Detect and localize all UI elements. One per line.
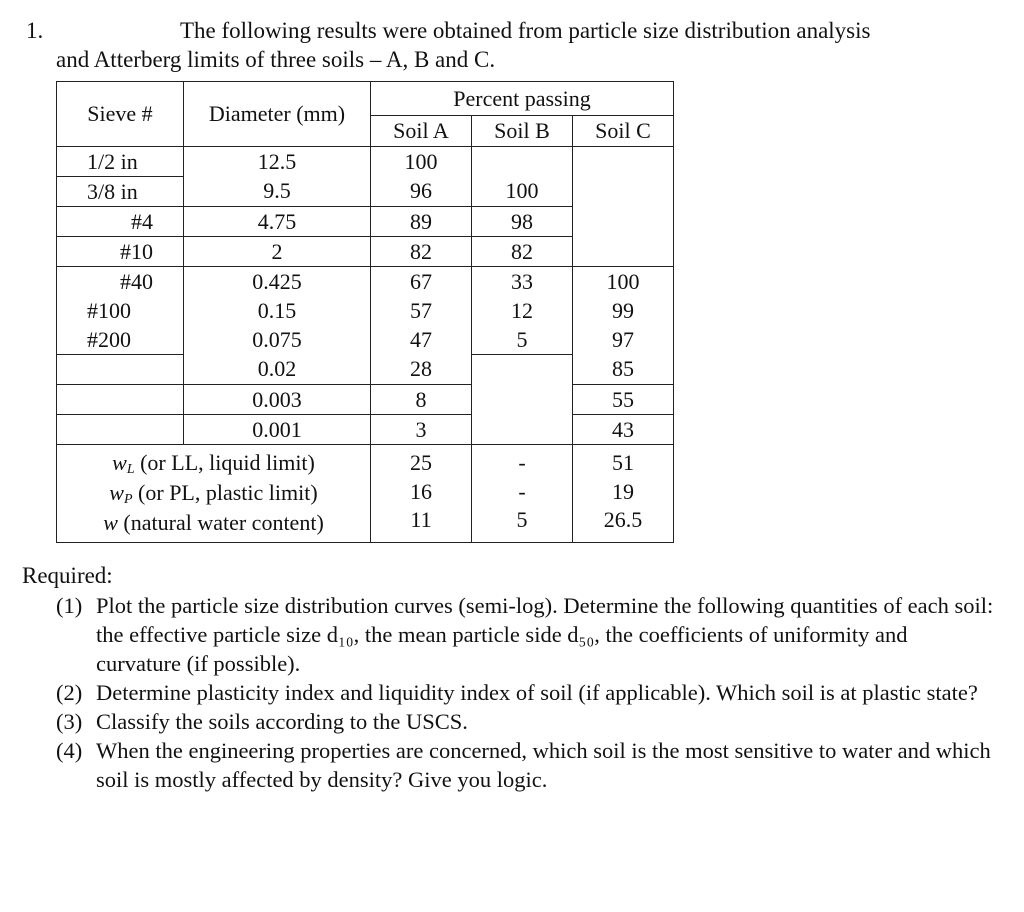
diameter-cell: 0.425 xyxy=(184,267,371,297)
limits-row xyxy=(57,445,674,543)
soil-c-cell: 43 xyxy=(573,415,674,445)
soil-c-cell: 100 xyxy=(573,267,674,297)
soil-b-cell: 12 xyxy=(472,296,573,325)
soil-b-cell: 98 xyxy=(472,207,573,237)
header-soil-c: Soil C xyxy=(573,116,674,147)
soil-c-cell xyxy=(573,177,674,207)
soil-b-cell xyxy=(472,385,573,415)
soil-c-ll: 51 xyxy=(612,450,634,475)
soil-b-cell xyxy=(472,147,573,177)
item-text: Plot the particle size distribution curves (semi-log). Determine the following quantities of each soil: the effective particle size d₁₀, the mean particle side d₅₀, the coefficients of uniformity and curvature (if possible). xyxy=(96,593,994,676)
item-number: (1) xyxy=(56,593,83,618)
table-row xyxy=(57,237,674,267)
liquid-limit-label: $w_L$ (or LL, liquid limit) xyxy=(112,450,315,477)
sieve-cell xyxy=(57,385,184,415)
soil-a-cell: 28 xyxy=(371,355,472,385)
soil-a-cell: 67 xyxy=(371,267,472,297)
required-list xyxy=(56,591,996,794)
item-text: Determine plasticity index and liquidity index of soil (if applicable). Which soil is at plastic state? xyxy=(96,680,978,705)
header-percent-passing: Percent passing xyxy=(371,82,674,116)
soil-c-pl: 19 xyxy=(612,478,634,504)
item-number: (2) xyxy=(56,680,83,705)
required-item xyxy=(56,707,996,736)
question-number: 1. xyxy=(26,18,44,43)
sieve-cell xyxy=(57,415,184,445)
soil-b-ll: - xyxy=(518,450,526,475)
diameter-cell: 0.003 xyxy=(184,385,371,415)
diameter-cell: 0.02 xyxy=(184,355,371,385)
sieve-cell: #200 xyxy=(57,325,184,355)
sieve-cell: 1/2 in xyxy=(57,147,184,177)
soil-b-cell: 33 xyxy=(472,267,573,297)
header-sieve: Sieve # xyxy=(57,82,184,147)
soil-c-cell xyxy=(573,237,674,267)
soil-a-pl: 16 xyxy=(410,478,432,504)
soil-c-cell: 55 xyxy=(573,385,674,415)
header-soil-a: Soil A xyxy=(371,116,472,147)
table-row xyxy=(57,147,674,177)
item-number: (4) xyxy=(56,738,83,763)
intro-line-1: The following results were obtained from particle size distribution analysis xyxy=(180,18,871,43)
soil-a-cell: 96 xyxy=(371,177,472,207)
soil-b-cell xyxy=(472,415,573,445)
table-row xyxy=(57,207,674,237)
sieve-cell: #40 xyxy=(57,267,184,297)
soil-a-cell: 8 xyxy=(371,385,472,415)
table-header-row xyxy=(57,82,674,116)
water-content-label: w (natural water content) xyxy=(103,510,324,536)
limits-labels xyxy=(57,445,371,543)
sieve-cell: #10 xyxy=(57,237,184,267)
header-diameter: Diameter (mm) xyxy=(184,82,371,147)
soil-c-cell xyxy=(573,147,674,177)
diameter-cell: 2 xyxy=(184,237,371,267)
header-soil-b: Soil B xyxy=(472,116,573,147)
item-text: When the engineering properties are concerned, which soil is the most sensitive to water and which soil is mostly affected by density? Give you logic. xyxy=(96,738,991,792)
sieve-cell: #100 xyxy=(57,296,184,325)
item-text: Classify the soils according to the USCS. xyxy=(96,709,468,734)
table-row xyxy=(57,385,674,415)
soil-c-cell xyxy=(573,207,674,237)
soil-c-cell: 85 xyxy=(573,355,674,385)
table-row xyxy=(57,296,674,325)
soil-c-limits xyxy=(573,445,674,543)
soil-b-cell: 5 xyxy=(472,325,573,355)
item-number: (3) xyxy=(56,709,83,734)
soil-b-limits xyxy=(472,445,573,543)
table-row xyxy=(57,355,674,385)
soil-a-cell: 3 xyxy=(371,415,472,445)
table-row xyxy=(57,325,674,355)
required-item xyxy=(56,591,996,678)
table-row xyxy=(57,177,674,207)
soil-a-ll: 25 xyxy=(410,450,432,475)
soil-a-cell: 82 xyxy=(371,237,472,267)
diameter-cell: 9.5 xyxy=(184,177,371,207)
diameter-cell: 0.15 xyxy=(184,296,371,325)
soil-b-cell: 82 xyxy=(472,237,573,267)
soil-c-cell: 99 xyxy=(573,296,674,325)
soil-c-cell: 97 xyxy=(573,325,674,355)
required-item xyxy=(56,678,996,707)
table-row xyxy=(57,267,674,297)
plastic-limit-label: $w_P$ (or PL, plastic limit) xyxy=(109,480,318,508)
soil-a-cell: 100 xyxy=(371,147,472,177)
sieve-cell: #4 xyxy=(57,207,184,237)
diameter-cell: 4.75 xyxy=(184,207,371,237)
required-item xyxy=(56,736,996,794)
soil-a-cell: 47 xyxy=(371,325,472,355)
soil-a-cell: 57 xyxy=(371,296,472,325)
soil-b-cell: 100 xyxy=(472,177,573,207)
soil-data-table xyxy=(56,81,674,543)
soil-a-w: 11 xyxy=(410,507,432,533)
soil-b-w: 5 xyxy=(516,507,528,533)
sieve-cell: 3/8 in xyxy=(57,177,184,207)
sieve-cell xyxy=(57,355,184,385)
table-row xyxy=(57,415,674,445)
soil-b-pl: - xyxy=(518,478,526,504)
intro-line-2: and Atterberg limits of three soils – A, B and C. xyxy=(56,47,496,72)
soil-a-limits xyxy=(371,445,472,543)
diameter-cell: 12.5 xyxy=(184,147,371,177)
soil-a-cell: 89 xyxy=(371,207,472,237)
diameter-cell: 0.001 xyxy=(184,415,371,445)
soil-c-w: 26.5 xyxy=(603,507,643,533)
diameter-cell: 0.075 xyxy=(184,325,371,355)
soil-b-cell xyxy=(472,355,573,385)
required-heading: Required: xyxy=(22,563,113,588)
